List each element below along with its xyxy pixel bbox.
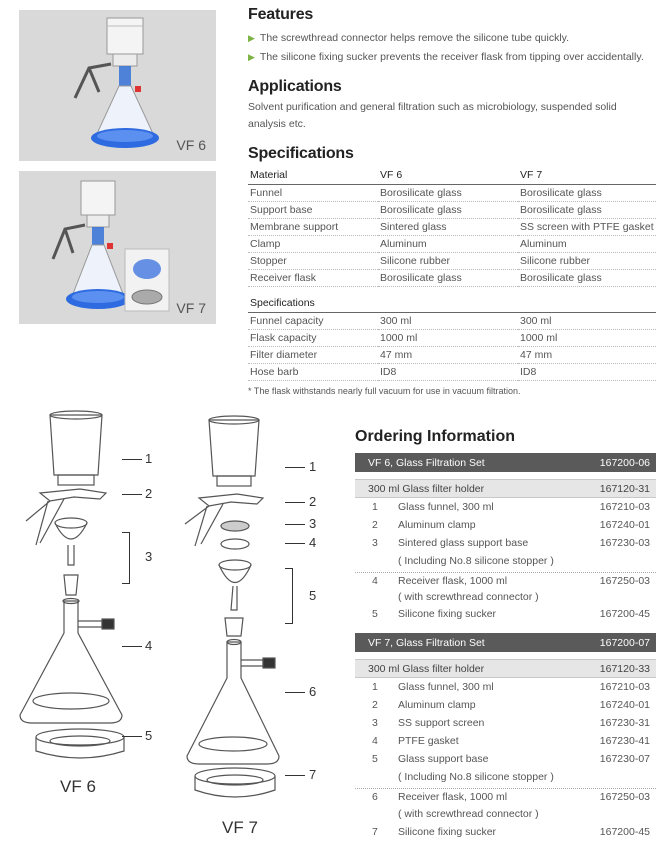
callout-bracket	[122, 532, 130, 584]
vf6-holder-bar: 300 ml Glass filter holder 167120-31	[355, 479, 656, 498]
callout-number: 2	[309, 494, 317, 509]
vf6-product-photo	[19, 10, 216, 161]
callout-line	[122, 494, 142, 495]
funnel-drawing	[209, 420, 259, 476]
vf7-holder-bar: 300 ml Glass filter holder 167120-33	[355, 659, 656, 678]
callout-number: 4	[145, 638, 153, 653]
triangle-bullet-icon: ▶	[248, 33, 255, 43]
callout-line	[122, 736, 142, 737]
table-row: Receiver flask Borosilicate glass Borosilicate glass	[248, 269, 656, 286]
callout-bracket	[285, 568, 293, 624]
vf6-photo-caption: VF 6	[176, 137, 206, 153]
table-row: Flask capacity 1000 ml 1000 ml	[248, 329, 656, 346]
callout-number: 3	[309, 516, 317, 531]
vf7-diagram-label: VF 7	[222, 818, 258, 837]
callout-line	[285, 467, 305, 468]
table-header-row: Material VF 6 VF 7	[248, 167, 656, 184]
callout-number: 5	[309, 588, 317, 603]
callout-number: 7	[309, 767, 317, 782]
applications-text: Solvent purification and general filtration such as microbiology, suspended solid analysis etc.	[248, 101, 617, 130]
callout-number: 3	[145, 549, 153, 564]
callout-line	[285, 775, 305, 776]
callout-line	[122, 646, 142, 647]
callout-line	[122, 459, 142, 460]
callout-line	[285, 502, 305, 503]
features-heading: Features	[248, 6, 314, 23]
funnel-drawing	[50, 415, 102, 475]
vf6-set-bar: VF 6, Glass Filtration Set 167200-06	[355, 453, 656, 472]
table-row: Hose barb ID8 ID8	[248, 363, 656, 380]
callout-number: 5	[145, 728, 153, 743]
callout-number: 1	[309, 459, 317, 474]
table-row: Filter diameter 47 mm 47 mm	[248, 346, 656, 363]
callout-line	[285, 524, 305, 525]
table-row: Clamp Aluminum Aluminum	[248, 235, 656, 252]
vf6-diagram-label: VF 6	[60, 777, 96, 796]
vf7-product-photo	[19, 171, 216, 324]
callout-number: 6	[309, 684, 317, 699]
table-row: Membrane support Sintered glass SS screen with PTFE gasket	[248, 218, 656, 235]
vacuum-note: * The flask withstands nearly full vacuum for use in vacuum filtration.	[248, 386, 521, 396]
table-row: Funnel Borosilicate glass Borosilicate glass	[248, 184, 656, 201]
feature-item: ▶ The silicone fixing sucker prevents the receiver flask from tipping over accidentally.	[248, 51, 644, 63]
callout-number: 4	[309, 535, 317, 550]
table-row: Support base Borosilicate glass Borosilicate glass	[248, 201, 656, 218]
vf7-exploded-diagram	[175, 410, 300, 820]
table-header-row: Specifications	[248, 295, 656, 312]
callout-line	[285, 692, 305, 693]
table-row: Funnel capacity 300 ml 300 ml	[248, 312, 656, 329]
vf7-photo-caption: VF 7	[176, 300, 206, 316]
divider	[355, 572, 656, 573]
callout-line	[285, 543, 305, 544]
vf7-set-bar: VF 7, Glass Filtration Set 167200-07	[355, 633, 656, 652]
specifications-heading: Specifications	[248, 145, 354, 162]
material-table	[248, 167, 656, 287]
clamp-drawing	[40, 489, 106, 501]
vf6-exploded-diagram	[10, 405, 180, 785]
callout-number: 2	[145, 486, 153, 501]
divider	[355, 788, 656, 789]
specifications-table	[248, 295, 656, 381]
feature-item: ▶ The screwthread connector helps remove the silicone tube quickly.	[248, 32, 570, 44]
triangle-bullet-icon: ▶	[248, 52, 255, 62]
applications-heading: Applications	[248, 78, 342, 95]
callout-number: 1	[145, 451, 153, 466]
ordering-heading: Ordering Information	[355, 428, 515, 445]
clamp-drawing	[199, 494, 263, 506]
table-row: Stopper Silicone rubber Silicone rubber	[248, 252, 656, 269]
